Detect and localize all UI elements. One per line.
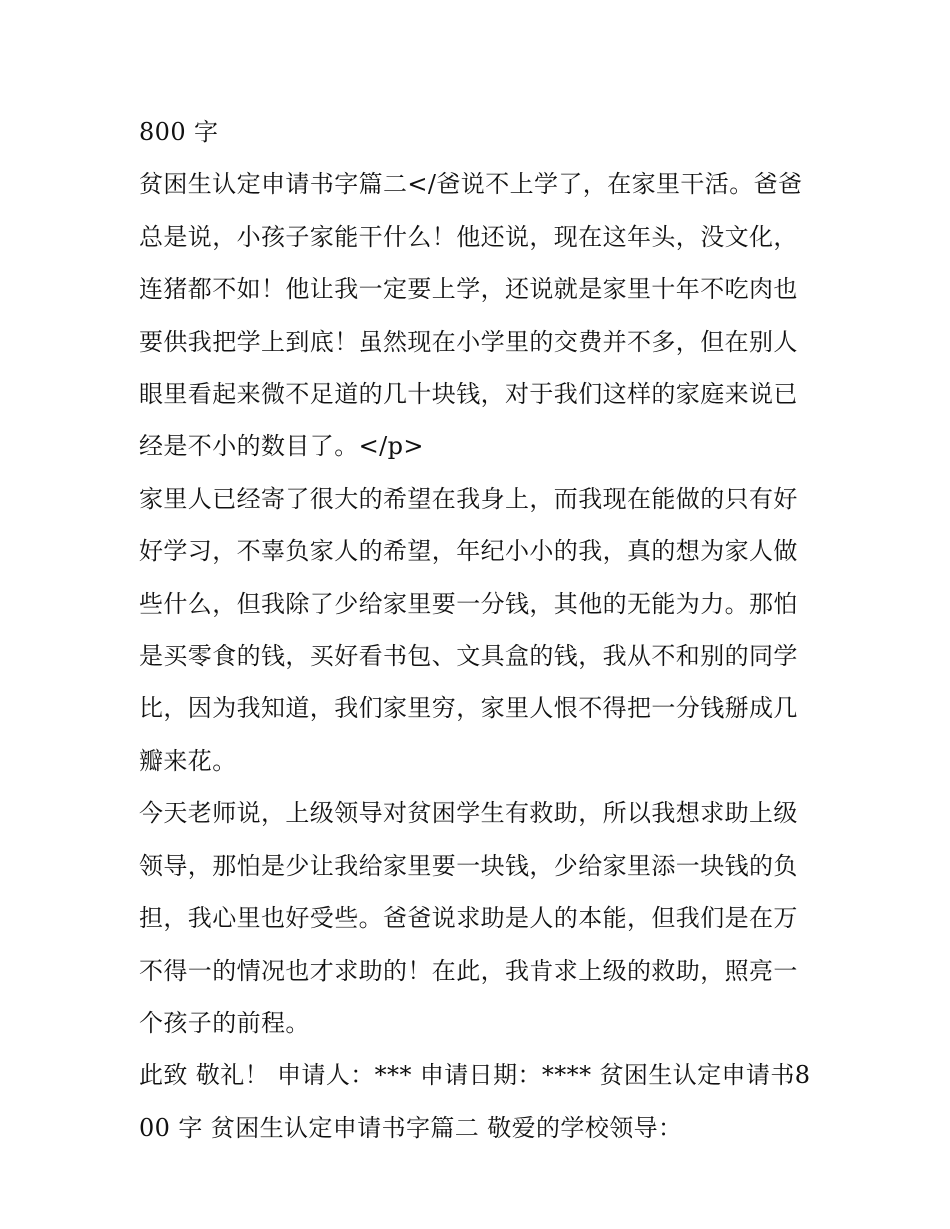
paragraph-father-words: 贫困生认定申请书字篇二</爸说不上学了，在家里干活。爸爸总是说，小孩子家能干什么！他还说，现在这年头，没文化，连猪都不如！他让我一定要上学，还说就是家里十年不吃肉也要供我把学上到底！虽然现在小学里的交费并不多，但在别人眼里看起来微不足道的几十块钱，对于我们这样的家庭来说已经是不小的数目了。</p>	[139, 170, 803, 461]
paragraph-word-count: 800 字	[139, 118, 219, 146]
document-body	[139, 106, 815, 1154]
paragraph-family-hopes: 家里人已经寄了很大的希望在我身上，而我现在能做的只有好好学习，不辜负家人的希望，年纪小小的我，真的想为家人做些什么，但我除了少给家里要一分钱，其他的无能为力。那怕是买零食的钱，买好看书包、文具盒的钱，我从不和别的同学比，因为我知道，我们家里穷，家里人恨不得把一分钱掰成几瓣来花。	[139, 484, 798, 775]
paragraph-closing: 此致 敬礼！ 申请人：*** 申请日期：**** 贫困生认定申请书800 字 贫困生认定申请书字篇二 敬爱的学校领导：	[139, 1061, 811, 1142]
paragraph-request-aid: 今天老师说，上级领导对贫困学生有救助，所以我想求助上级领导，那怕是少让我给家里要一块钱，少给家里添一块钱的负担，我心里也好受些。爸爸说求助是人的本能，但我们是在万不得一的情况也才求助的！在此，我肯求上级的救助，照亮一个孩子的前程。	[139, 799, 798, 1037]
